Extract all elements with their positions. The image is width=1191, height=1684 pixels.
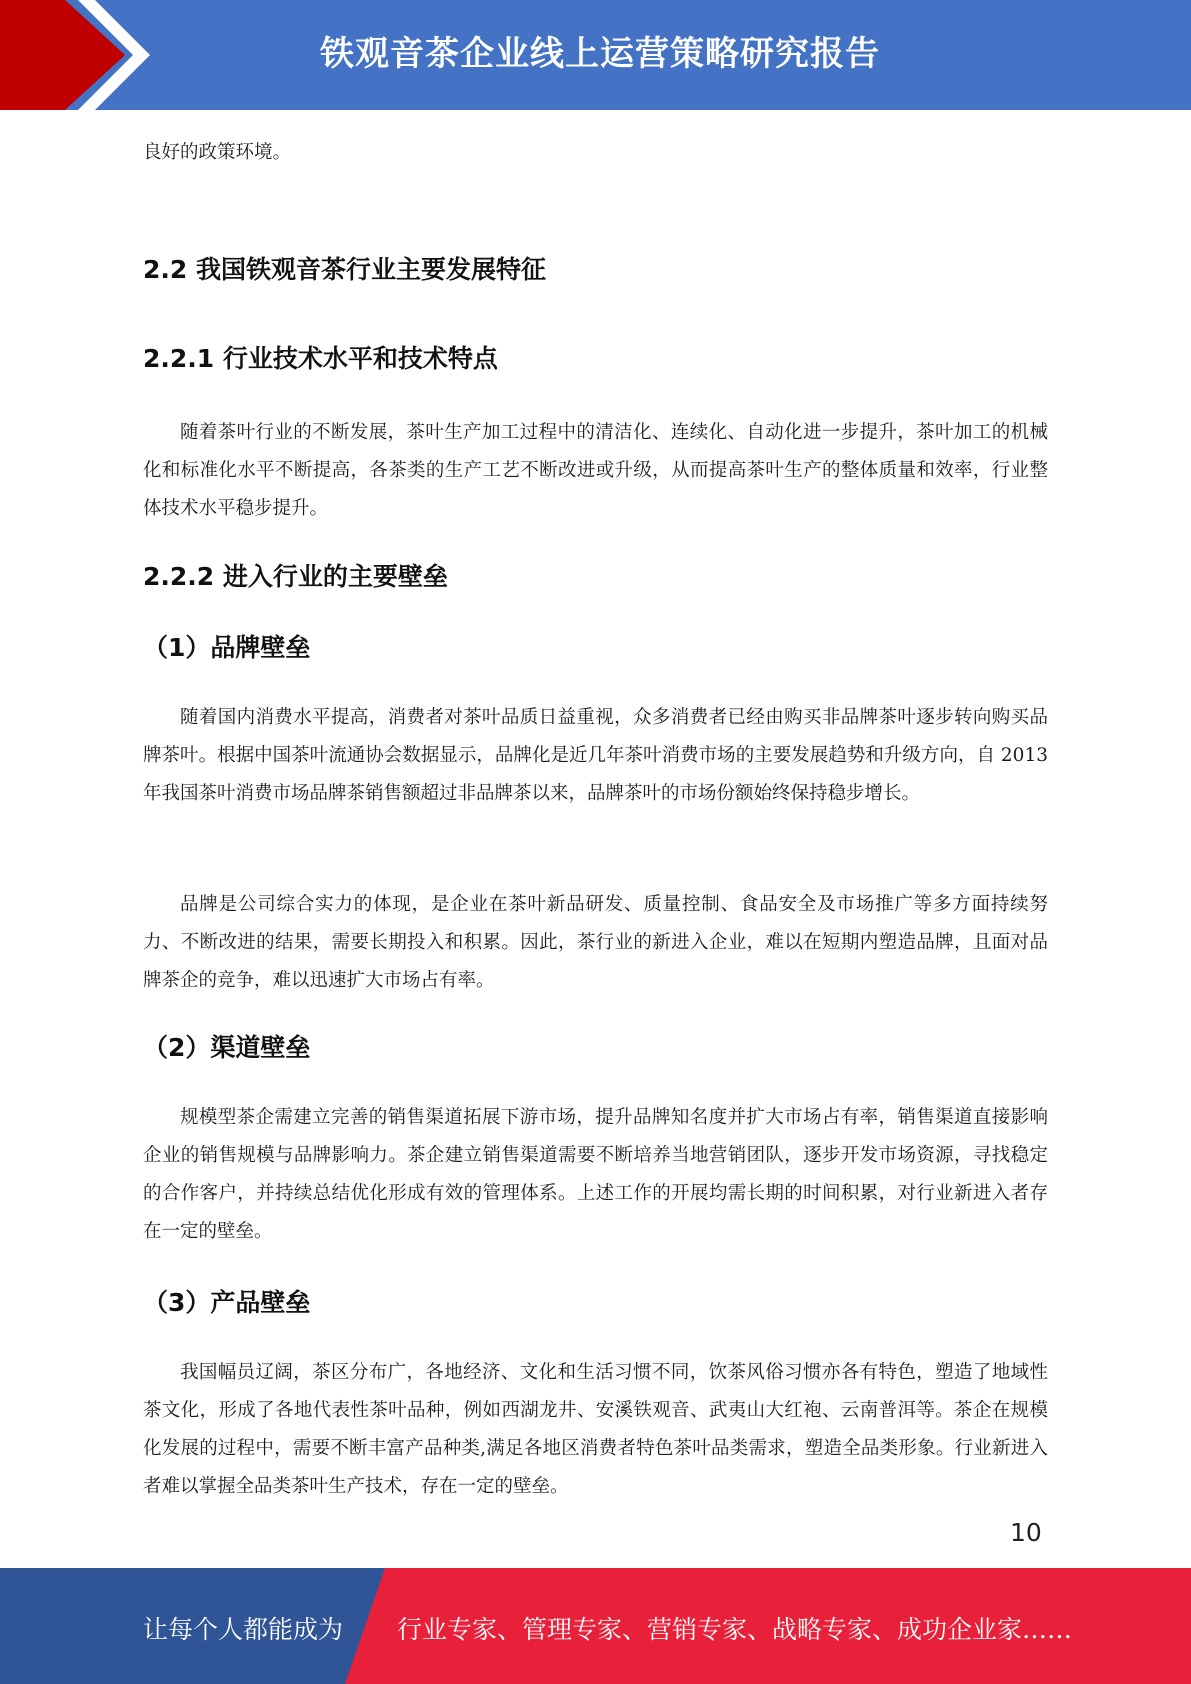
- page-footer: [0, 1568, 1191, 1684]
- brand-paragraph-1: 随着国内消费水平提高，消费者对茶叶品质日益重视，众多消费者已经由购买非品牌茶叶逐步转向购买品牌茶叶。根据中国茶叶流通协会数据显示，品牌化是近几年茶叶消费市场的主要发展趋势和升级方向，自 2013 年我国茶叶消费市场品牌茶销售额超过非品牌茶以来，品牌茶叶的市场份额始终保持稳步增长。: [143, 707, 1048, 804]
- product-barrier-heading: （3）产品壁垒: [143, 1288, 311, 1317]
- footer-slogan-left: 让每个人都能成为: [143, 1615, 344, 1644]
- tech-paragraph: 随着茶叶行业的不断发展，茶叶生产加工过程中的清洁化、连续化、自动化进一步提升，茶叶加工的机械化和标准化水平不断提高，各茶类的生产工艺不断改进或升级，从而提高茶叶生产的整体质量和效率，行业整体技术水平稳步提升。: [143, 422, 1048, 519]
- brand-barrier-heading: （1）品牌壁垒: [143, 633, 311, 662]
- section-heading: 2.2 我国铁观音茶行业主要发展特征: [143, 255, 546, 284]
- product-paragraph: 我国幅员辽阔，茶区分布广，各地经济、文化和生活习惯不同，饮茶风俗习惯亦各有特色，塑造了地域性茶文化，形成了各地代表性茶叶品种，例如西湖龙井、安溪铁观音、武夷山大红袍、云南普洱等。茶企在规模化发展的过程中，需要不断丰富产品种类,满足各地区消费者特色茶叶品类需求，塑造全品类形象。行业新进入者难以掌握全品类茶叶生产技术，存在一定的壁垒。: [143, 1362, 1048, 1497]
- channel-paragraph: 规模型茶企需建立完善的销售渠道拓展下游市场，提升品牌知名度并扩大市场占有率，销售渠道直接影响企业的销售规模与品牌影响力。茶企建立销售渠道需要不断培养当地营销团队，逐步开发市场资源，寻找稳定的合作客户，并持续总结优化形成有效的管理体系。上述工作的开展均需长期的时间积累，对行业新进入者存在一定的壁垒。: [143, 1107, 1048, 1242]
- intro-tail-text: 良好的政策环境。: [143, 142, 292, 163]
- subsection-heading-2-2-2: 2.2.2 进入行业的主要壁垒: [143, 562, 448, 591]
- page-header: [0, 0, 1191, 110]
- channel-barrier-heading: （2）渠道壁垒: [143, 1033, 311, 1062]
- footer-slogan-right: 行业专家、管理专家、营销专家、战略专家、成功企业家……: [397, 1615, 1073, 1644]
- page-number: 10: [1010, 1518, 1042, 1547]
- subsection-heading-2-2-1: 2.2.1 行业技术水平和技术特点: [143, 344, 498, 373]
- report-title: 铁观音茶企业线上运营策略研究报告: [320, 34, 880, 74]
- brand-paragraph-2: 品牌是公司综合实力的体现，是企业在茶叶新品研发、质量控制、食品安全及市场推广等多方面持续努力、不断改进的结果，需要长期投入和积累。因此，茶行业的新进入企业，难以在短期内塑造品牌，且面对品牌茶企的竞争，难以迅速扩大市场占有率。: [143, 894, 1048, 991]
